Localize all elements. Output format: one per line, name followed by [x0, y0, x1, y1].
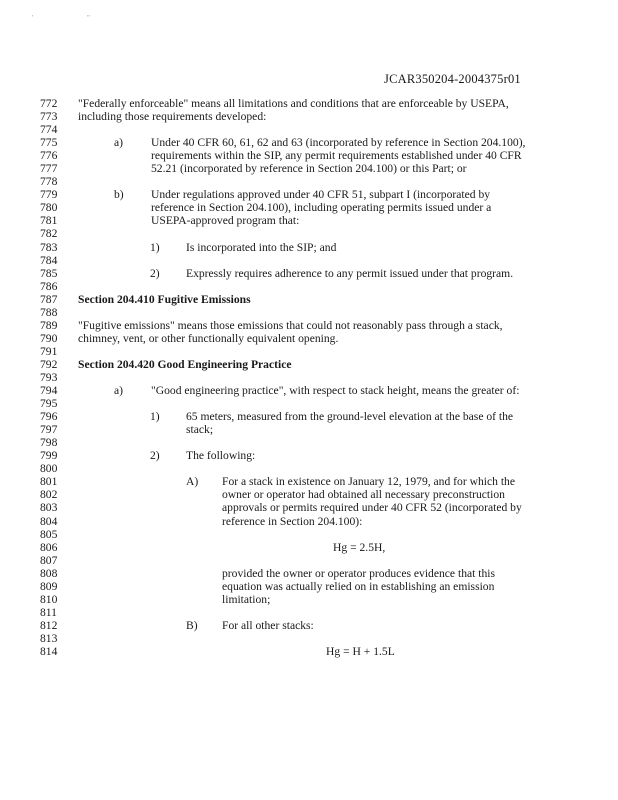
line-800	[0, 462, 618, 475]
line-813	[0, 632, 618, 645]
line-791	[0, 345, 618, 358]
line-text: 52.21 (incorporated by reference in Section 204.100) or this Part; or	[151, 162, 467, 176]
line-802	[0, 488, 618, 501]
line-text: reference in Section 204.100), including operating permits issued under a	[151, 201, 492, 215]
line-number: 795	[40, 397, 58, 411]
line-number: 809	[40, 579, 58, 593]
list-marker: 1)	[150, 410, 160, 424]
line-number: 790	[40, 331, 58, 345]
line-792	[0, 358, 618, 371]
line-785	[0, 267, 618, 280]
line-number: 772	[40, 97, 58, 110]
line-number: 793	[40, 370, 58, 384]
line-796	[0, 410, 618, 423]
line-783	[0, 241, 618, 254]
line-text: Under regulations approved under 40 CFR 51, subpart I (incorporated by	[151, 188, 491, 202]
section-heading: Section 204.420 Good Engineering Practice	[78, 357, 292, 371]
line-number: 794	[40, 384, 58, 398]
line-number: 780	[40, 201, 58, 215]
line-789	[0, 319, 618, 332]
list-marker: b)	[114, 188, 124, 202]
numbered-lines	[0, 97, 618, 658]
document-id: JCAR350204-2004375r01	[384, 72, 521, 86]
line-788	[0, 306, 618, 319]
line-806	[0, 541, 618, 554]
line-798	[0, 436, 618, 449]
line-775	[0, 136, 618, 149]
line-776	[0, 149, 618, 162]
line-number: 789	[40, 318, 58, 332]
line-number: 781	[40, 214, 58, 228]
equation: Hg = 2.5H,	[333, 540, 386, 554]
equation: Hg = H + 1.5L	[326, 644, 395, 658]
line-number: 805	[40, 527, 58, 541]
line-number: 802	[40, 488, 58, 502]
scan-marks: ' "	[32, 14, 116, 22]
line-number: 796	[40, 410, 58, 424]
line-810	[0, 593, 618, 606]
line-number: 792	[40, 357, 58, 371]
line-786	[0, 280, 618, 293]
line-781	[0, 214, 618, 227]
line-number: 783	[40, 240, 58, 254]
line-text: limitation;	[222, 592, 271, 606]
line-number: 813	[40, 631, 58, 645]
line-number: 797	[40, 423, 58, 437]
line-number: 785	[40, 266, 58, 280]
line-809	[0, 580, 618, 593]
line-number: 814	[40, 644, 58, 658]
line-811	[0, 606, 618, 619]
line-778	[0, 175, 618, 188]
line-number: 782	[40, 227, 58, 241]
list-marker: A)	[186, 475, 199, 489]
line-number: 806	[40, 540, 58, 554]
line-text: For a stack in existence on January 12, 1979, and for which the	[222, 475, 515, 489]
line-number: 773	[40, 110, 58, 124]
line-number: 808	[40, 566, 58, 580]
line-number: 777	[40, 162, 58, 176]
line-number: 776	[40, 149, 58, 163]
line-text: requirements within the SIP, any permit requirements established under 40 CFR	[151, 149, 522, 163]
line-number: 784	[40, 253, 58, 267]
line-779	[0, 188, 618, 201]
list-marker: B)	[186, 618, 198, 632]
line-text: "Fugitive emissions" means those emissions that could not reasonably pass through a stack,	[78, 318, 503, 332]
line-807	[0, 554, 618, 567]
line-814	[0, 645, 618, 658]
line-780	[0, 201, 618, 214]
line-text: including those requirements developed:	[78, 110, 267, 124]
list-marker: 2)	[150, 449, 160, 463]
line-number: 798	[40, 436, 58, 450]
line-773	[0, 110, 618, 123]
line-text: Is incorporated into the SIP; and	[186, 240, 337, 254]
line-number: 807	[40, 553, 58, 567]
line-number: 775	[40, 136, 58, 150]
line-804	[0, 515, 618, 528]
line-text: provided the owner or operator produces evidence that this	[222, 566, 496, 580]
line-784	[0, 254, 618, 267]
line-803	[0, 501, 618, 514]
line-812	[0, 619, 618, 632]
line-text: owner or operator had obtained all necessary preconstruction	[222, 488, 505, 502]
line-number: 799	[40, 449, 58, 463]
line-number: 774	[40, 123, 58, 137]
line-772	[0, 97, 618, 110]
line-number: 803	[40, 501, 58, 515]
line-number: 787	[40, 292, 58, 306]
section-heading: Section 204.410 Fugitive Emissions	[78, 292, 251, 306]
line-text: "Federally enforceable" means all limitations and conditions that are enforceable by USEPA,	[78, 97, 509, 110]
list-marker: a)	[114, 384, 124, 398]
line-808	[0, 567, 618, 580]
line-text: "Good engineering practice", with respect to stack height, means the greater of:	[151, 384, 520, 398]
line-793	[0, 371, 618, 384]
line-number: 800	[40, 462, 58, 476]
line-797	[0, 423, 618, 436]
line-text: 65 meters, measured from the ground-level elevation at the base of the	[186, 410, 514, 424]
line-777	[0, 162, 618, 175]
line-text: equation was actually relied on in establishing an emission	[222, 579, 495, 593]
line-text: approvals or permits required under 40 CFR 52 (incorporated by	[222, 501, 522, 515]
list-marker: 2)	[150, 266, 160, 280]
line-text: stack;	[186, 423, 214, 437]
line-text: For all other stacks:	[222, 618, 314, 632]
list-marker: 1)	[150, 240, 160, 254]
line-number: 812	[40, 618, 58, 632]
line-text: reference in Section 204.100):	[222, 514, 363, 528]
line-number: 804	[40, 514, 58, 528]
line-number: 788	[40, 305, 58, 319]
line-text: USEPA-approved program that:	[151, 214, 300, 228]
line-number: 786	[40, 279, 58, 293]
line-number: 778	[40, 175, 58, 189]
line-799	[0, 449, 618, 462]
line-number: 810	[40, 592, 58, 606]
line-number: 801	[40, 475, 58, 489]
line-number: 779	[40, 188, 58, 202]
line-801	[0, 475, 618, 488]
line-805	[0, 528, 618, 541]
line-text: The following:	[186, 449, 256, 463]
list-marker: a)	[114, 136, 124, 150]
line-text: Under 40 CFR 60, 61, 62 and 63 (incorporated by reference in Section 204.100),	[151, 136, 526, 150]
line-790	[0, 332, 618, 345]
line-782	[0, 227, 618, 240]
line-text: chimney, vent, or other functionally equivalent opening.	[78, 331, 339, 345]
line-number: 811	[40, 605, 57, 619]
line-794	[0, 384, 618, 397]
line-787	[0, 293, 618, 306]
line-795	[0, 397, 618, 410]
line-774	[0, 123, 618, 136]
line-text: Expressly requires adherence to any permit issued under that program.	[186, 266, 514, 280]
line-number: 791	[40, 344, 58, 358]
